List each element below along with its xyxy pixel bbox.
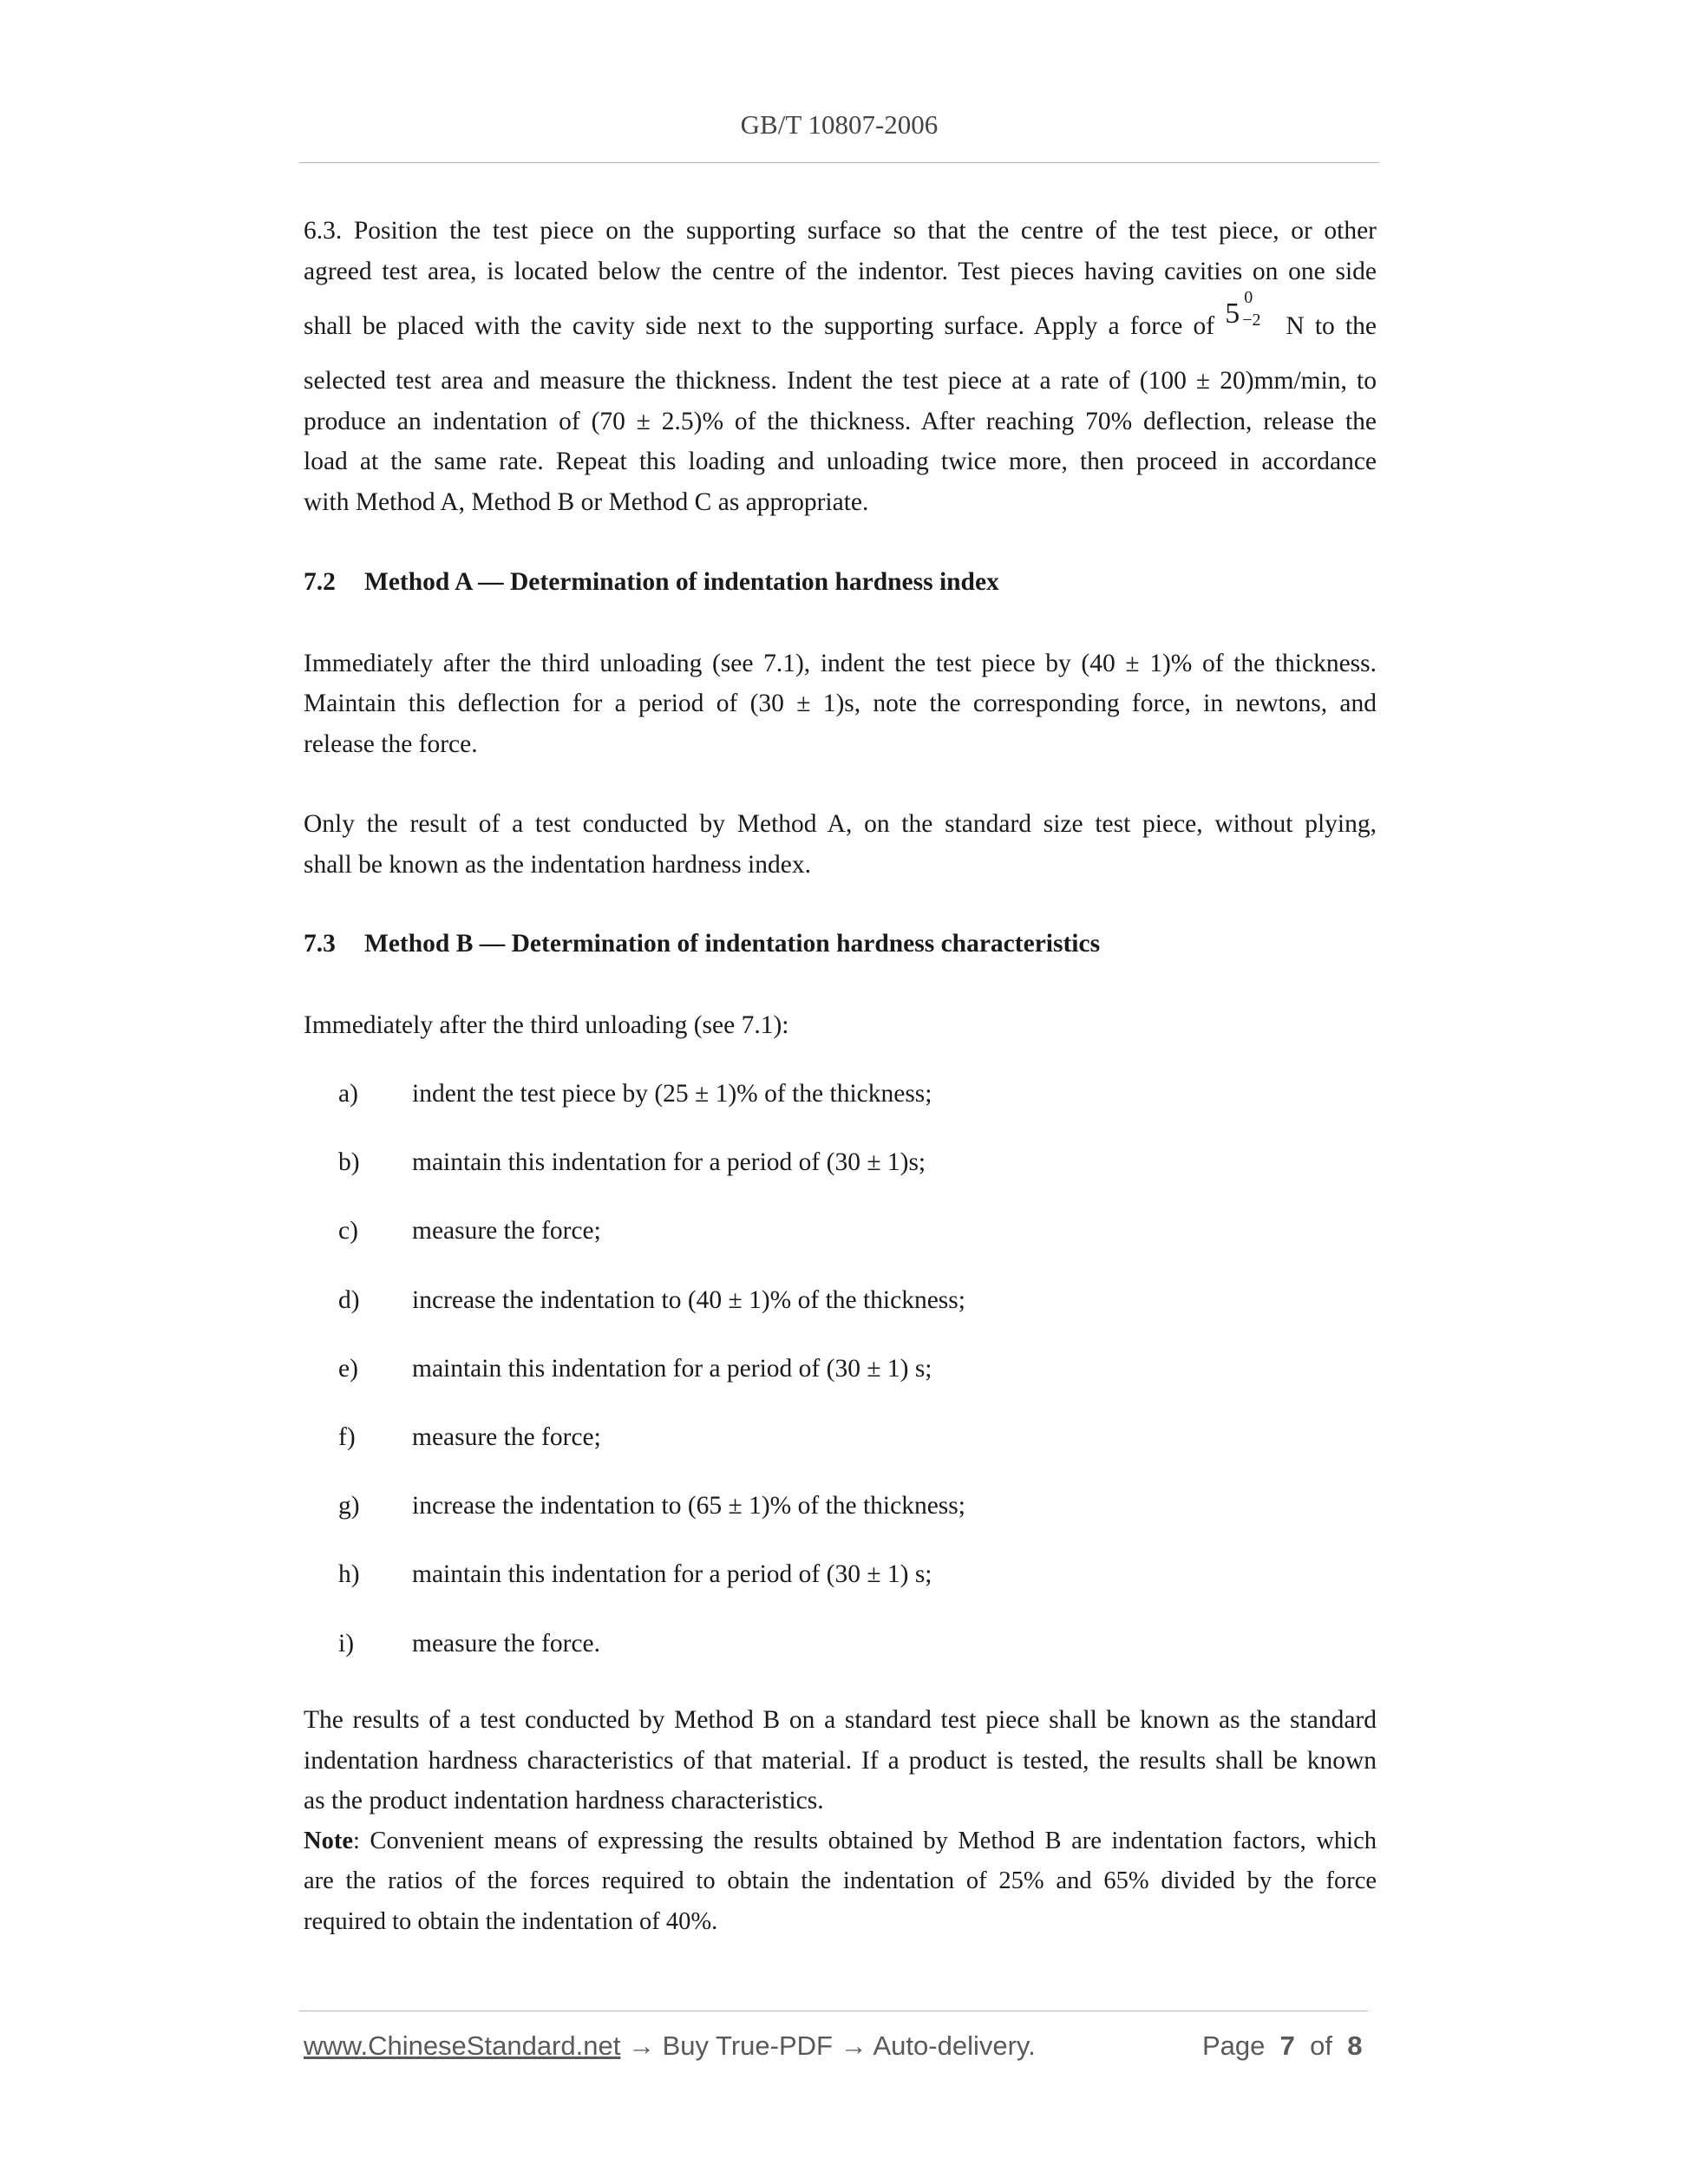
list-marker: g) xyxy=(338,1492,360,1520)
page-current: 7 xyxy=(1279,2030,1295,2061)
list-marker: h) xyxy=(338,1560,360,1589)
list-marker: b) xyxy=(338,1148,360,1177)
method-b-steps xyxy=(304,1074,1377,1664)
list-text: increase the indentation to (40 ± 1)% of the thickness; xyxy=(412,1285,965,1314)
text-line: with Method A, Method B or Method C as appropriate. xyxy=(304,487,869,516)
section-number: 7.2 xyxy=(304,568,336,596)
text-line: 6.3. Position the test piece on the supporting surface so that the centre of the test piece, or other xyxy=(304,217,1377,245)
text-line: The results of a test conducted by Method B on a standard test piece shall be known as the standard xyxy=(304,1706,1377,1734)
text-line: Maintain this deflection for a period of (30 ± 1)s, note the corresponding force, in newtons, and xyxy=(304,690,1377,717)
list-marker: a) xyxy=(338,1080,358,1108)
paragraph-method-b-results xyxy=(304,1700,1377,1821)
page-header: GB/T 10807-2006 xyxy=(740,109,939,140)
arrow-right-icon: → xyxy=(840,2030,867,2061)
section-title: Method A — Determination of indentation hardness index xyxy=(364,568,999,596)
list-item xyxy=(304,1280,1377,1349)
text-segment: shall be placed with the cavity side next to the supporting surface. Apply a force of xyxy=(304,312,1215,340)
buy-text: Buy True-PDF xyxy=(662,2030,833,2061)
list-text: maintain this indentation for a period of (30 ± 1) s; xyxy=(412,1560,932,1589)
text-line: are the ratios of the forces required to obtain the indentation of 25% and 65% divided by the force xyxy=(304,1867,1377,1894)
document-body xyxy=(304,211,1377,1942)
list-text: maintain this indentation for a period of (30 ± 1) s; xyxy=(412,1354,932,1383)
list-item xyxy=(304,1349,1377,1417)
page-footer xyxy=(304,2030,1036,2062)
tolerance-upper: 0 xyxy=(1244,288,1253,307)
page-indicator xyxy=(1202,2030,1362,2062)
force-tolerance xyxy=(1225,288,1275,337)
section-number: 7.3 xyxy=(304,930,336,958)
note-label: Note xyxy=(304,1827,353,1854)
list-marker: d) xyxy=(338,1285,360,1314)
text-line: agreed test area, is located below the centre of the indentor. Test pieces having cavities on one side xyxy=(304,257,1377,285)
text-line: Only the result of a test conducted by Method A, on the standard size test piece, without plying, xyxy=(304,810,1377,838)
text-segment: N to the xyxy=(1286,312,1377,340)
section-title: Method B — Determination of indentation hardness characteristics xyxy=(364,930,1101,958)
paragraph-hardness-index xyxy=(304,804,1377,885)
text-line: selected test area and measure the thickness. Indent the test piece at a rate of (100 ± 20)mm/min, to xyxy=(304,367,1377,395)
header-divider xyxy=(299,162,1379,163)
text-line: release the force. xyxy=(304,729,478,758)
page-word: Page xyxy=(1202,2030,1266,2061)
list-item xyxy=(304,1486,1377,1554)
tolerance-base: 5 xyxy=(1225,298,1240,330)
delivery-text: Auto-delivery. xyxy=(873,2030,1036,2061)
list-item xyxy=(304,1624,1377,1664)
text-line: as the product indentation hardness characteristics. xyxy=(304,1787,824,1815)
page-of: of xyxy=(1310,2030,1332,2061)
page-total: 8 xyxy=(1347,2030,1363,2061)
list-marker: e) xyxy=(338,1354,358,1383)
list-item xyxy=(304,1554,1377,1623)
tolerance-lower: −2 xyxy=(1242,311,1261,330)
text-line: shall be known as the indentation hardness index. xyxy=(304,850,811,879)
paragraph-method-b-intro xyxy=(304,1005,1377,1046)
text-line: produce an indentation of (70 ± 2.5)% of the thickness. After reaching 70% deflection, release the xyxy=(304,407,1377,435)
list-item xyxy=(304,1142,1377,1211)
list-text: measure the force; xyxy=(412,1217,601,1246)
list-marker: f) xyxy=(338,1422,356,1451)
list-text: indent the test piece by (25 ± 1)% of the thickness; xyxy=(412,1080,932,1108)
list-text: maintain this indentation for a period of (30 ± 1)s; xyxy=(412,1148,926,1177)
list-item xyxy=(304,1417,1377,1486)
text-line: load at the same rate. Repeat this loading and unloading twice more, then proceed in accordance xyxy=(304,448,1377,475)
text-line: Immediately after the third unloading (see 7.1), indent the test piece by (40 ± 1)% of the thickness. xyxy=(304,649,1377,677)
paragraph-6-3 xyxy=(304,211,1377,522)
text-line: indentation hardness characteristics of that material. If a product is tested, the results shall be known xyxy=(304,1746,1377,1775)
text-segment: : Convenient means of expressing the results obtained by Method B are indentation factors, which xyxy=(352,1827,1377,1854)
list-item xyxy=(304,1211,1377,1279)
section-heading-7-3 xyxy=(304,924,1377,964)
list-marker: i) xyxy=(338,1629,355,1658)
list-marker: c) xyxy=(338,1217,358,1246)
list-text: measure the force; xyxy=(412,1422,601,1451)
text-line-with-tolerance xyxy=(304,288,1377,361)
text-line: required to obtain the indentation of 40%. xyxy=(304,1907,718,1935)
section-heading-7-2 xyxy=(304,562,1377,603)
website-link[interactable]: www.ChineseStandard.net xyxy=(304,2030,621,2061)
text-line: Immediately after the third unloading (see 7.1): xyxy=(304,1010,789,1039)
list-text: measure the force. xyxy=(412,1629,601,1658)
note-paragraph xyxy=(304,1821,1377,1943)
list-item xyxy=(304,1074,1377,1142)
list-text: increase the indentation to (65 ± 1)% of the thickness; xyxy=(412,1492,965,1520)
paragraph-method-a xyxy=(304,644,1377,765)
arrow-right-icon: → xyxy=(627,2030,655,2061)
text-line xyxy=(304,1821,1377,1862)
